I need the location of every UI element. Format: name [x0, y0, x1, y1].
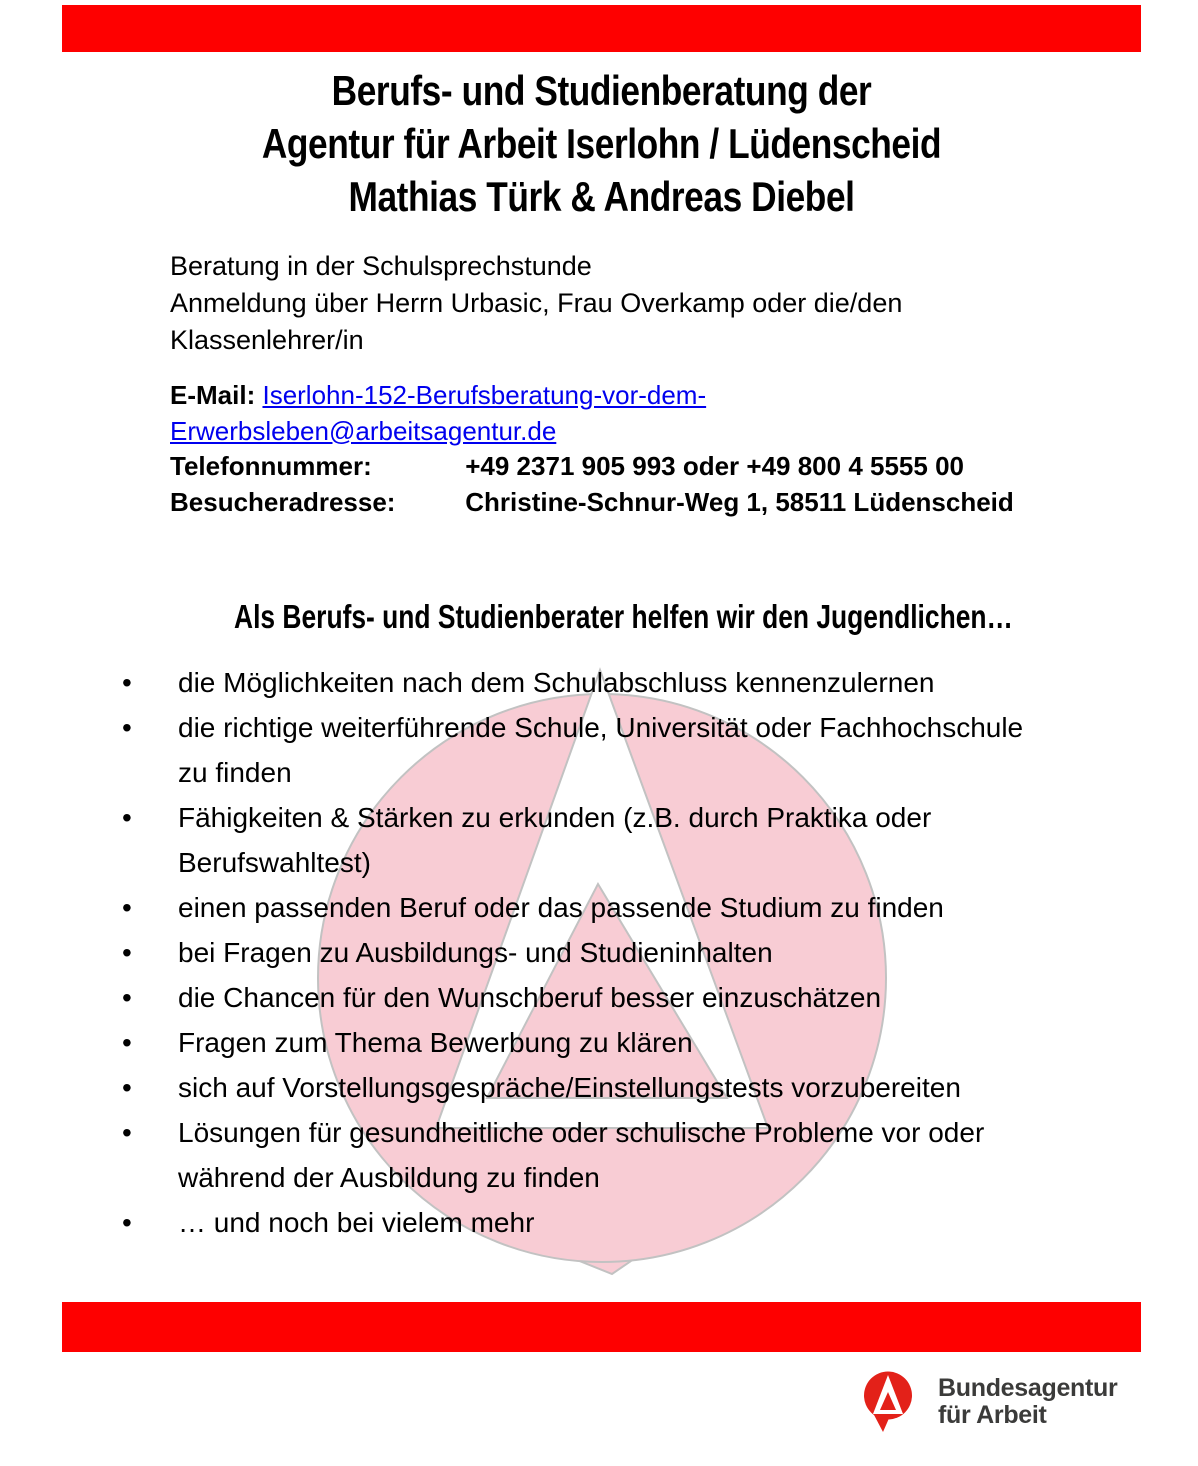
- bullet-line: Lösungen für gesundheitliche oder schulische Probleme vor oder: [178, 1117, 985, 1148]
- bundesagentur-logo: [860, 1370, 1117, 1434]
- address-row: [170, 485, 1014, 521]
- bullet-item: [110, 930, 1023, 975]
- bullet-marker: •: [122, 892, 132, 923]
- bullet-marker: •: [122, 1072, 132, 1103]
- bullet-item: [110, 795, 1023, 885]
- bullet-line: sich auf Vorstellungsgespräche/Einstellungstests vorzubereiten: [178, 1072, 961, 1103]
- title-line-1: Berufs- und Studienberatung der: [331, 67, 872, 114]
- bullet-line: die richtige weiterführende Schule, Universität oder Fachhochschule: [178, 712, 1024, 743]
- intro-line: Anmeldung über Herrn Urbasic, Frau Overkamp oder die/den: [170, 288, 903, 318]
- phone-row: [170, 449, 1014, 485]
- bullet-line: Berufswahltest): [178, 847, 371, 878]
- bullet-item: [110, 1200, 1023, 1245]
- bullet-item: [110, 885, 1023, 930]
- intro-paragraph: [170, 248, 902, 359]
- bundesagentur-a-icon: [860, 1370, 916, 1434]
- bullet-marker: •: [122, 937, 132, 968]
- address-label: Besucheradresse:: [170, 486, 396, 517]
- email-row: [170, 378, 1014, 414]
- bullet-marker: •: [122, 1117, 132, 1148]
- email-link-continued[interactable]: Erwerbsleben@arbeitsagentur.de: [170, 415, 557, 446]
- email-row-2: [170, 414, 1014, 450]
- bullet-marker: •: [122, 667, 132, 698]
- bullet-item: [110, 660, 1023, 705]
- bundesagentur-logo-text: [938, 1370, 1117, 1429]
- bullet-line: während der Ausbildung zu finden: [178, 1162, 600, 1193]
- bullet-list: [110, 660, 1023, 1245]
- bullet-line: … und noch bei vielem mehr: [178, 1207, 535, 1238]
- top-red-bar: [62, 5, 1141, 52]
- page-title: [148, 64, 1054, 223]
- bullet-item: [110, 1020, 1023, 1065]
- title-line-3: Mathias Türk & Andreas Diebel: [348, 173, 855, 220]
- bullet-marker: •: [122, 802, 132, 833]
- address-value: Christine-Schnur-Weg 1, 58511 Lüdenscheid: [465, 486, 1014, 517]
- phone-label: Telefonnummer:: [170, 451, 372, 481]
- bullet-item: [110, 1065, 1023, 1110]
- bullet-item: [110, 705, 1023, 795]
- intro-line: Beratung in der Schulsprechstunde: [170, 251, 592, 281]
- intro-line: Klassenlehrer/in: [170, 325, 364, 355]
- email-label: E-Mail:: [170, 380, 256, 410]
- title-line-2: Agentur für Arbeit Iserlohn / Lüdenscheid: [261, 120, 942, 167]
- bullet-line: die Möglichkeiten nach dem Schulabschluss kennenzulernen: [178, 667, 935, 698]
- bullet-marker: •: [122, 712, 132, 743]
- phone-value: +49 2371 905 993 oder +49 800 4 5555 00: [465, 451, 964, 481]
- bullet-marker: •: [122, 1207, 132, 1238]
- logo-text-line-1: Bundesagentur: [938, 1374, 1118, 1402]
- bullet-item: [110, 1110, 1023, 1200]
- email-link[interactable]: Iserlohn-152-Berufsberatung-vor-dem-: [262, 380, 707, 410]
- section-heading: Als Berufs- und Studienberater helfen wir den Jugendlichen…: [234, 598, 1013, 635]
- logo-text-line-2: für Arbeit: [938, 1401, 1047, 1429]
- bullet-line: Fragen zum Thema Bewerbung zu klären: [178, 1027, 693, 1058]
- bullet-line: zu finden: [178, 757, 292, 788]
- bullet-item: [110, 975, 1023, 1020]
- bullet-line: die Chancen für den Wunschberuf besser einzuschätzen: [178, 982, 882, 1013]
- bullet-marker: •: [122, 982, 132, 1013]
- bullet-line: Fähigkeiten & Stärken zu erkunden (z.B. durch Praktika oder: [178, 802, 932, 833]
- bottom-red-bar: [62, 1302, 1141, 1352]
- bullet-line: einen passenden Beruf oder das passende Studium zu finden: [178, 892, 944, 923]
- bullet-marker: •: [122, 1027, 132, 1058]
- bullet-line: bei Fragen zu Ausbildungs- und Studieninhalten: [178, 937, 773, 968]
- contact-block: [170, 378, 1014, 520]
